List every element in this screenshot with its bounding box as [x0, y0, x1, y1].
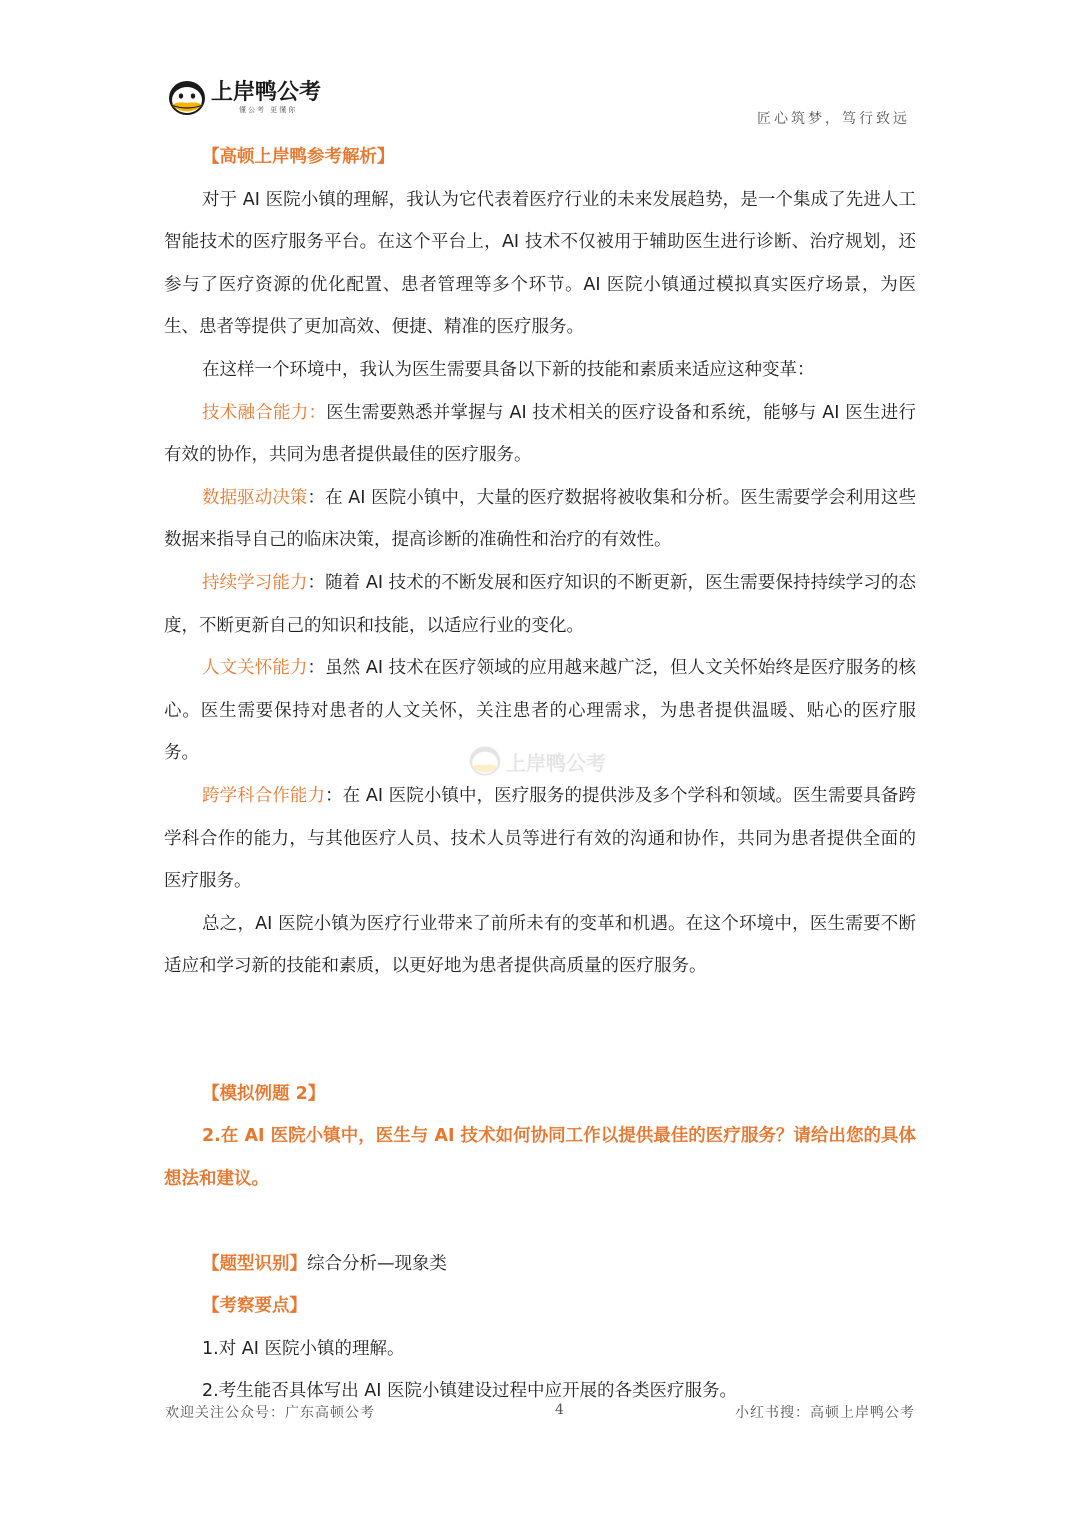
- conclusion-paragraph: 总之，AI 医院小镇为医疗行业带来了前所未有的变革和机遇。在这个环境中，医生需要不断适应和学习新的技能和素质，以更好地为患者提供高质量的医疗服务。: [164, 913, 916, 977]
- skill-label: 跨学科合作能力: [202, 785, 326, 806]
- brand-logo: [165, 78, 321, 118]
- skill-label: 技术融合能力：: [202, 402, 327, 423]
- skill-paragraph-data: [164, 477, 916, 562]
- example-title: 【模拟例题 2】: [202, 1083, 326, 1104]
- skill-paragraph-tech: [164, 392, 916, 477]
- question-type-label: 【题型识别】: [202, 1253, 307, 1274]
- footer-wechat-account: 欢迎关注公众号：广东高顿公考: [165, 1405, 375, 1421]
- watermark-text: 上岸鸭公考: [506, 750, 606, 775]
- skill-text: ：在 AI 医院小镇中，大量的医疗数据将被收集和分析。医生需要学会利用这些数据来指导自己的临床决策，提高诊断的准确性和治疗的有效性。: [164, 487, 917, 551]
- skill-label: 人文关怀能力: [202, 658, 308, 679]
- section-spacer: [164, 988, 916, 1073]
- logo-name: 上岸鸭公考: [211, 80, 322, 105]
- duck-logo-icon: [165, 78, 209, 118]
- skill-text: 医生需要熟悉并掌握与 AI 技术相关的医疗设备和系统，能够与 AI 医生进行有效的协作，共同为患者提供最佳的医疗服务。: [164, 402, 917, 466]
- document-body: [164, 136, 916, 1413]
- skill-label: 持续学习能力: [202, 572, 308, 593]
- section-spacer: [164, 1201, 916, 1243]
- skill-text: ：虽然 AI 技术在医疗领域的应用越来越广泛，但人文关怀始终是医疗服务的核心。医生需要保持对患者的人文关怀，关注患者的心理需求，为患者提供温暖、贴心的医疗服务。: [164, 658, 917, 764]
- question-type-value: 综合分析—现象类: [307, 1253, 447, 1274]
- skill-paragraph-interdisciplinary: [164, 775, 916, 903]
- skill-paragraph-humanistic: [164, 647, 916, 775]
- analysis-title: 【高顿上岸鸭参考解析】: [202, 147, 395, 167]
- logo-slogan: 懂公考 更懂你: [239, 106, 298, 114]
- key-point-item: 1.对 AI 医院小镇的理解。: [202, 1338, 405, 1359]
- page-header: [165, 78, 915, 130]
- page-footer: [165, 1402, 915, 1426]
- analysis-lead-paragraph: 在这样一个环境中，我认为医生需要具备以下新的技能和素质来适应这种变革：: [202, 359, 815, 380]
- analysis-intro-paragraph: 对于 AI 医院小镇的理解，我认为它代表着医疗行业的未来发展趋势，是一个集成了先进人工智能技术的医疗服务平台。在这个平台上，AI 技术不仅被用于辅助医生进行诊断、治疗规划，还参与了医疗资源的优化配置、患者管理等多个环节。AI 医院小镇通过模拟真实医疗场景，为医生、患者等提供了更加高效、便捷、精准的医疗服务。: [164, 189, 916, 338]
- header-tagline: 匠心筑梦，笃行致远: [757, 111, 910, 127]
- skill-label: 数据驱动决策: [202, 487, 308, 508]
- key-point-item: 2.考生能否具体写出 AI 医院小镇建设过程中应开展的各类医疗服务。: [202, 1381, 737, 1402]
- skill-text: ：在 AI 医院小镇中，医疗服务的提供涉及多个学科和领域。医生需要具备跨学科合作的能力，与其他医疗人员、技术人员等进行有效的沟通和协作，共同为患者提供全面的医疗服务。: [164, 785, 917, 892]
- footer-xiaohongshu: 小红书搜：高顿上岸鸭公考: [735, 1405, 915, 1421]
- key-points-title: 【考察要点】: [202, 1296, 307, 1317]
- page-number: 4: [555, 1402, 564, 1418]
- example-question: 2.在 AI 医院小镇中，医生与 AI 技术如何协同工作以提供最佳的医疗服务？请给出您的具体想法和建议。: [164, 1126, 916, 1190]
- skill-text: ：随着 AI 技术的不断发展和医疗知识的不断更新，医生需要保持持续学习的态度，不断更新自己的知识和技能，以适应行业的变化。: [164, 572, 917, 636]
- skill-paragraph-learning: [164, 562, 916, 647]
- question-type-line: [164, 1243, 916, 1286]
